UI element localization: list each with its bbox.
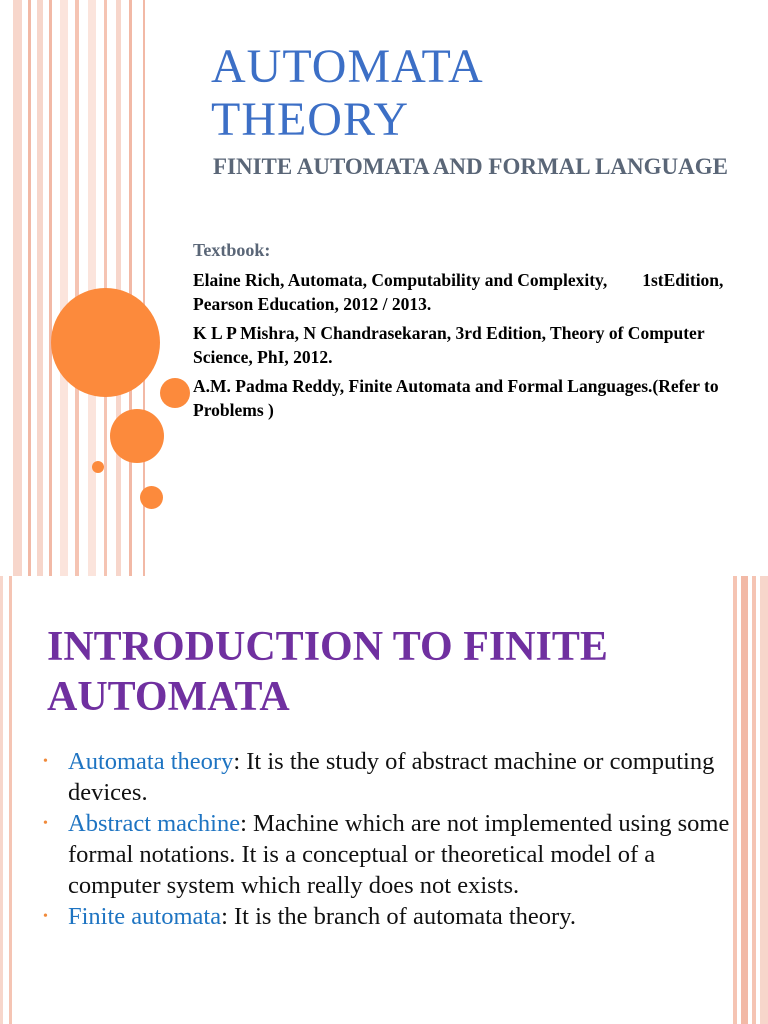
reference-item: Elaine Rich, Automata, Computability and Complexity, 1stEdition, Pearson Education, 2012 / 2013. (193, 270, 728, 314)
list-item (40, 901, 730, 932)
decor-stripe (49, 0, 52, 576)
reference-item: A.M. Padma Reddy, Finite Automata and Formal Languages.(Refer to Problems ) (193, 376, 719, 420)
list-item (40, 808, 730, 901)
decor-stripe (0, 576, 3, 1024)
term: Finite automata (68, 903, 222, 930)
bullet-icon: • (43, 816, 48, 831)
slide-2 (0, 576, 768, 1024)
slide-title: INTRODUCTION TO FINITE AUTOMATA (47, 624, 608, 720)
decor-circle (51, 288, 160, 397)
definition: : Machine which are not implemented using some formal notations. It is a conceptual or theoretical model of a computer system which really does not exists. (68, 810, 730, 899)
decor-circle (92, 461, 104, 473)
textbook-label: Textbook: (193, 240, 271, 260)
decor-stripe (760, 576, 768, 1024)
decor-stripe (9, 576, 12, 1024)
term: Automata theory (68, 748, 234, 775)
reference-list (193, 268, 738, 427)
decor-circle (140, 486, 163, 509)
decor-circle (110, 409, 164, 463)
decor-stripe (28, 0, 31, 576)
decor-stripe (733, 576, 737, 1024)
list-item (40, 746, 730, 808)
decor-stripe (116, 0, 121, 576)
definition: : It is the study of abstract machine or computing devices. (68, 748, 715, 806)
decor-stripe (60, 0, 68, 576)
slide-subtitle: FINITE AUTOMATA AND FORMAL LANGUAGE (213, 154, 728, 179)
bullet-icon: • (43, 754, 48, 769)
decor-stripe (37, 0, 43, 576)
reference-item: K L P Mishra, N Chandrasekaran, 3rd Edition, Theory of Computer Science, PhI, 2012. (193, 323, 705, 367)
term: Abstract machine (68, 810, 241, 837)
decor-stripe (129, 0, 132, 576)
title-line-1: AUTOMATA (211, 40, 484, 93)
definition: : It is the branch of automata theory. (221, 903, 576, 930)
bullet-list (40, 746, 730, 932)
decor-stripe (741, 576, 748, 1024)
decor-stripe (13, 0, 22, 576)
decor-circle (160, 378, 190, 408)
bullet-icon: • (43, 909, 48, 924)
decor-stripe (752, 576, 756, 1024)
slide-title (211, 40, 484, 146)
title-line-2: THEORY (211, 93, 409, 146)
decor-stripe (75, 0, 79, 576)
